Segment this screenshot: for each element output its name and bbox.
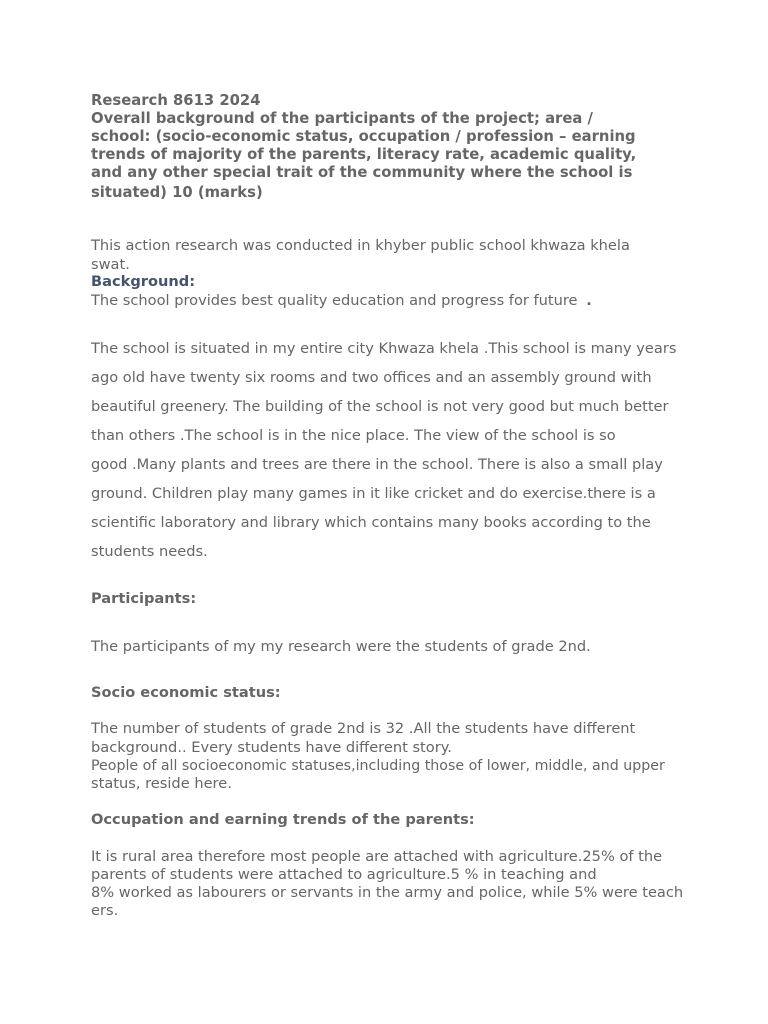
intro-line: This action research was conducted in khyber public school khwaza khela — [91, 237, 630, 254]
school-paragraph-line: than others .The school is in the nice place. The view of the school is so — [91, 427, 616, 444]
background-sentence: The school provides best quality education and progress for future — [91, 292, 578, 309]
occupation-line: parents of students were attached to agriculture.5 % in teaching and — [91, 866, 597, 883]
school-paragraph-line: The school is situated in my entire city Khwaza khela .This school is many years — [91, 340, 677, 357]
occupation-heading: Occupation and earning trends of the parents: — [91, 811, 475, 828]
question-line: school: (socio-economic status, occupation / profession – earning — [91, 128, 636, 145]
question-line: trends of majority of the parents, literacy rate, academic quality, — [91, 146, 637, 163]
school-paragraph-line: ground. Children play many games in it like cricket and do exercise.there is a — [91, 485, 656, 502]
socio-line: background.. Every students have different story. — [91, 739, 452, 756]
document-title: Research 8613 2024 — [91, 92, 261, 109]
occupation-line: It is rural area therefore most people are attached with agriculture.25% of the — [91, 848, 663, 865]
school-paragraph-line: students needs. — [91, 543, 208, 560]
background-dot: . — [586, 292, 592, 309]
background-text — [91, 292, 592, 310]
participants-heading: Participants: — [91, 590, 197, 607]
socio-line: People of all socioeconomic statuses,including those of lower, middle, and upper — [91, 758, 665, 774]
question-line: and any other special trait of the community where the school is — [91, 164, 633, 181]
school-paragraph-line: good .Many plants and trees are there in the school. There is also a small play — [91, 456, 663, 473]
school-paragraph-line: beautiful greenery. The building of the school is not very good but much better — [91, 398, 669, 415]
intro-line: swat. — [91, 256, 130, 273]
occupation-line: ers. — [91, 902, 119, 919]
question-line: situated) 10 (marks) — [91, 184, 263, 201]
question-line: Overall background of the participants of the project; area / — [91, 110, 593, 127]
occupation-line: 8% worked as labourers or servants in the army and police, while 5% were teach — [91, 884, 684, 901]
participants-text: The participants of my my research were the students of grade 2nd. — [91, 638, 591, 655]
school-paragraph-line: scientific laboratory and library which contains many books according to the — [91, 514, 651, 531]
socio-line: The number of students of grade 2nd is 32 .All the students have different — [91, 720, 636, 737]
socio-heading: Socio economic status: — [91, 684, 281, 701]
school-paragraph-line: ago old have twenty six rooms and two offices and an assembly ground with — [91, 369, 652, 386]
socio-line: status, reside here. — [91, 775, 232, 792]
background-heading: Background: — [91, 273, 196, 290]
